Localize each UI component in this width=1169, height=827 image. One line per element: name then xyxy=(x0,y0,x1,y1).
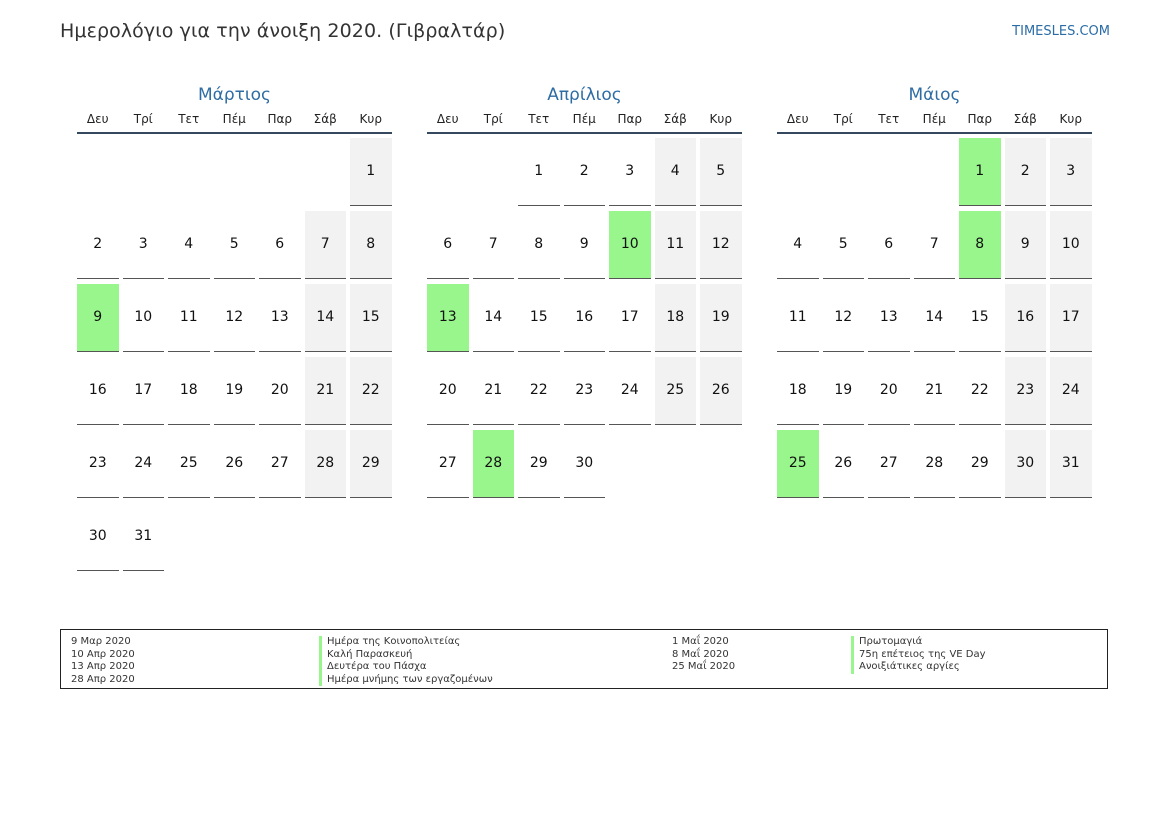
day-cell: 12 xyxy=(823,284,865,352)
day-cell: 14 xyxy=(914,284,956,352)
weekday-label: Κυρ xyxy=(709,112,732,126)
weekday-label: Κυρ xyxy=(359,112,382,126)
day-cell: 21 xyxy=(305,357,347,425)
legend-holiday-name: Πρωτομαγιά xyxy=(851,636,986,649)
day-cell: 18 xyxy=(777,357,819,425)
empty-cell xyxy=(168,138,210,206)
legend-right-dates xyxy=(672,636,735,674)
month-name: Μάρτιος xyxy=(197,85,272,105)
day-cell: 16 xyxy=(564,284,606,352)
day-cell: 18 xyxy=(168,357,210,425)
day-cell: 3 xyxy=(1050,138,1092,206)
legend-holiday-name: Ημέρα μνήμης των εργαζομένων xyxy=(319,674,493,687)
weekday-header xyxy=(777,112,1092,134)
weekday-label: Παρ xyxy=(967,112,993,126)
day-cell: 25 xyxy=(655,357,697,425)
weekday-label: Τετ xyxy=(878,112,900,126)
day-cell: 19 xyxy=(700,284,742,352)
empty-cell xyxy=(473,138,515,206)
day-cell: 24 xyxy=(123,430,165,498)
weekday-label: Τετ xyxy=(528,112,550,126)
empty-cell xyxy=(77,138,119,206)
day-cell: 15 xyxy=(350,284,392,352)
day-cell: 10 xyxy=(123,284,165,352)
day-cell: 17 xyxy=(609,284,651,352)
day-cell: 3 xyxy=(609,138,651,206)
day-cell: 21 xyxy=(914,357,956,425)
empty-cell xyxy=(868,138,910,206)
day-cell: 1 xyxy=(518,138,560,206)
site-link[interactable]: TIMESLES.COM xyxy=(1012,24,1110,39)
day-cell: 23 xyxy=(1005,357,1047,425)
empty-cell xyxy=(123,138,165,206)
weekday-label: Σάβ xyxy=(1013,112,1037,126)
day-cell: 15 xyxy=(959,284,1001,352)
holiday-day-cell: 28 xyxy=(473,430,515,498)
day-cell: 12 xyxy=(214,284,256,352)
day-cell: 7 xyxy=(305,211,347,279)
day-cell: 28 xyxy=(305,430,347,498)
day-cell: 8 xyxy=(518,211,560,279)
day-cell: 31 xyxy=(1050,430,1092,498)
day-cell: 20 xyxy=(868,357,910,425)
weekday-label: Σάβ xyxy=(313,112,337,126)
legend-right-names xyxy=(851,636,986,674)
day-cell: 27 xyxy=(868,430,910,498)
legend-holiday-name: Δευτέρα του Πάσχα xyxy=(319,661,493,674)
weekday-label: Κυρ xyxy=(1059,112,1082,126)
empty-cell xyxy=(214,138,256,206)
legend-left-names xyxy=(319,636,493,686)
holiday-day-cell: 1 xyxy=(959,138,1001,206)
day-cell: 22 xyxy=(518,357,560,425)
weekday-label: Τρί xyxy=(483,112,503,126)
weekday-label: Τετ xyxy=(178,112,200,126)
day-cell: 24 xyxy=(609,357,651,425)
page-title: Ημερολόγιο για την άνοιξη 2020. (Γιβραλτάρ) xyxy=(60,20,506,42)
holiday-legend xyxy=(60,629,1108,689)
legend-date: 1 Μαΐ 2020 xyxy=(672,636,729,647)
weekday-label: Σάβ xyxy=(663,112,687,126)
month-name: Απρίλιος xyxy=(547,85,622,105)
day-cell: 2 xyxy=(1005,138,1047,206)
weekday-header xyxy=(77,112,392,134)
day-cell: 3 xyxy=(123,211,165,279)
day-cell: 6 xyxy=(259,211,301,279)
day-cell: 7 xyxy=(914,211,956,279)
month-name: Μάιος xyxy=(908,85,961,105)
day-cell: 11 xyxy=(777,284,819,352)
legend-holiday-name: Ημέρα της Κοινοπολιτείας xyxy=(319,636,493,649)
day-cell: 25 xyxy=(168,430,210,498)
days-grid xyxy=(777,138,1092,503)
empty-cell xyxy=(259,138,301,206)
day-cell: 24 xyxy=(1050,357,1092,425)
empty-cell xyxy=(777,138,819,206)
days-grid xyxy=(427,138,742,503)
day-cell: 29 xyxy=(959,430,1001,498)
legend-date: 13 Απρ 2020 xyxy=(71,661,135,672)
day-cell: 5 xyxy=(214,211,256,279)
day-cell: 31 xyxy=(123,503,165,571)
day-cell: 29 xyxy=(518,430,560,498)
month-april xyxy=(427,82,742,503)
weekday-label: Πέμ xyxy=(922,112,946,126)
legend-left-dates xyxy=(71,636,135,686)
day-cell: 14 xyxy=(473,284,515,352)
day-cell: 7 xyxy=(473,211,515,279)
day-cell: 29 xyxy=(350,430,392,498)
empty-cell xyxy=(823,138,865,206)
day-cell: 8 xyxy=(350,211,392,279)
day-cell: 4 xyxy=(168,211,210,279)
day-cell: 4 xyxy=(655,138,697,206)
day-cell: 15 xyxy=(518,284,560,352)
empty-cell xyxy=(914,138,956,206)
month-may xyxy=(777,82,1092,503)
weekday-label: Παρ xyxy=(267,112,293,126)
day-cell: 6 xyxy=(427,211,469,279)
day-cell: 16 xyxy=(77,357,119,425)
legend-date: 28 Απρ 2020 xyxy=(71,673,135,685)
legend-date: 10 Απρ 2020 xyxy=(71,648,135,660)
day-cell: 19 xyxy=(214,357,256,425)
day-cell: 18 xyxy=(655,284,697,352)
day-cell: 20 xyxy=(427,357,469,425)
day-cell: 9 xyxy=(564,211,606,279)
empty-cell xyxy=(427,138,469,206)
legend-date: 9 Μαρ 2020 xyxy=(71,636,131,647)
day-cell: 10 xyxy=(1050,211,1092,279)
day-cell: 2 xyxy=(564,138,606,206)
weekday-label: Τρί xyxy=(133,112,153,126)
day-cell: 5 xyxy=(700,138,742,206)
legend-holiday-name: Ανοιξιάτικες αργίες xyxy=(851,661,986,674)
weekday-label: Δευ xyxy=(786,112,809,126)
day-cell: 6 xyxy=(868,211,910,279)
day-cell: 30 xyxy=(564,430,606,498)
day-cell: 17 xyxy=(123,357,165,425)
day-cell: 27 xyxy=(427,430,469,498)
month-march xyxy=(77,82,392,576)
holiday-day-cell: 9 xyxy=(77,284,119,352)
day-cell: 9 xyxy=(1005,211,1047,279)
day-cell: 23 xyxy=(564,357,606,425)
holiday-day-cell: 8 xyxy=(959,211,1001,279)
day-cell: 28 xyxy=(914,430,956,498)
weekday-header xyxy=(427,112,742,134)
day-cell: 2 xyxy=(77,211,119,279)
day-cell: 22 xyxy=(959,357,1001,425)
day-cell: 27 xyxy=(259,430,301,498)
weekday-label: Δευ xyxy=(436,112,459,126)
day-cell: 20 xyxy=(259,357,301,425)
day-cell: 26 xyxy=(700,357,742,425)
day-cell: 14 xyxy=(305,284,347,352)
legend-holiday-name: 75η επέτειος της VE Day xyxy=(851,649,986,662)
day-cell: 13 xyxy=(259,284,301,352)
day-cell: 30 xyxy=(1005,430,1047,498)
weekday-label: Παρ xyxy=(617,112,643,126)
day-cell: 30 xyxy=(77,503,119,571)
legend-date: 25 Μαΐ 2020 xyxy=(672,661,736,672)
day-cell: 4 xyxy=(777,211,819,279)
day-cell: 21 xyxy=(473,357,515,425)
days-grid xyxy=(77,138,392,576)
day-cell: 1 xyxy=(350,138,392,206)
weekday-label: Πέμ xyxy=(222,112,246,126)
day-cell: 12 xyxy=(700,211,742,279)
day-cell: 13 xyxy=(868,284,910,352)
day-cell: 11 xyxy=(655,211,697,279)
day-cell: 26 xyxy=(823,430,865,498)
holiday-day-cell: 10 xyxy=(609,211,651,279)
empty-cell xyxy=(305,138,347,206)
day-cell: 23 xyxy=(77,430,119,498)
weekday-label: Δευ xyxy=(86,112,109,126)
holiday-day-cell: 13 xyxy=(427,284,469,352)
day-cell: 5 xyxy=(823,211,865,279)
day-cell: 16 xyxy=(1005,284,1047,352)
holiday-day-cell: 25 xyxy=(777,430,819,498)
weekday-label: Τρί xyxy=(833,112,853,126)
day-cell: 22 xyxy=(350,357,392,425)
legend-holiday-name: Καλή Παρασκευή xyxy=(319,649,493,662)
day-cell: 17 xyxy=(1050,284,1092,352)
weekday-label: Πέμ xyxy=(572,112,596,126)
day-cell: 11 xyxy=(168,284,210,352)
day-cell: 26 xyxy=(214,430,256,498)
legend-date: 8 Μαΐ 2020 xyxy=(672,648,729,660)
day-cell: 19 xyxy=(823,357,865,425)
